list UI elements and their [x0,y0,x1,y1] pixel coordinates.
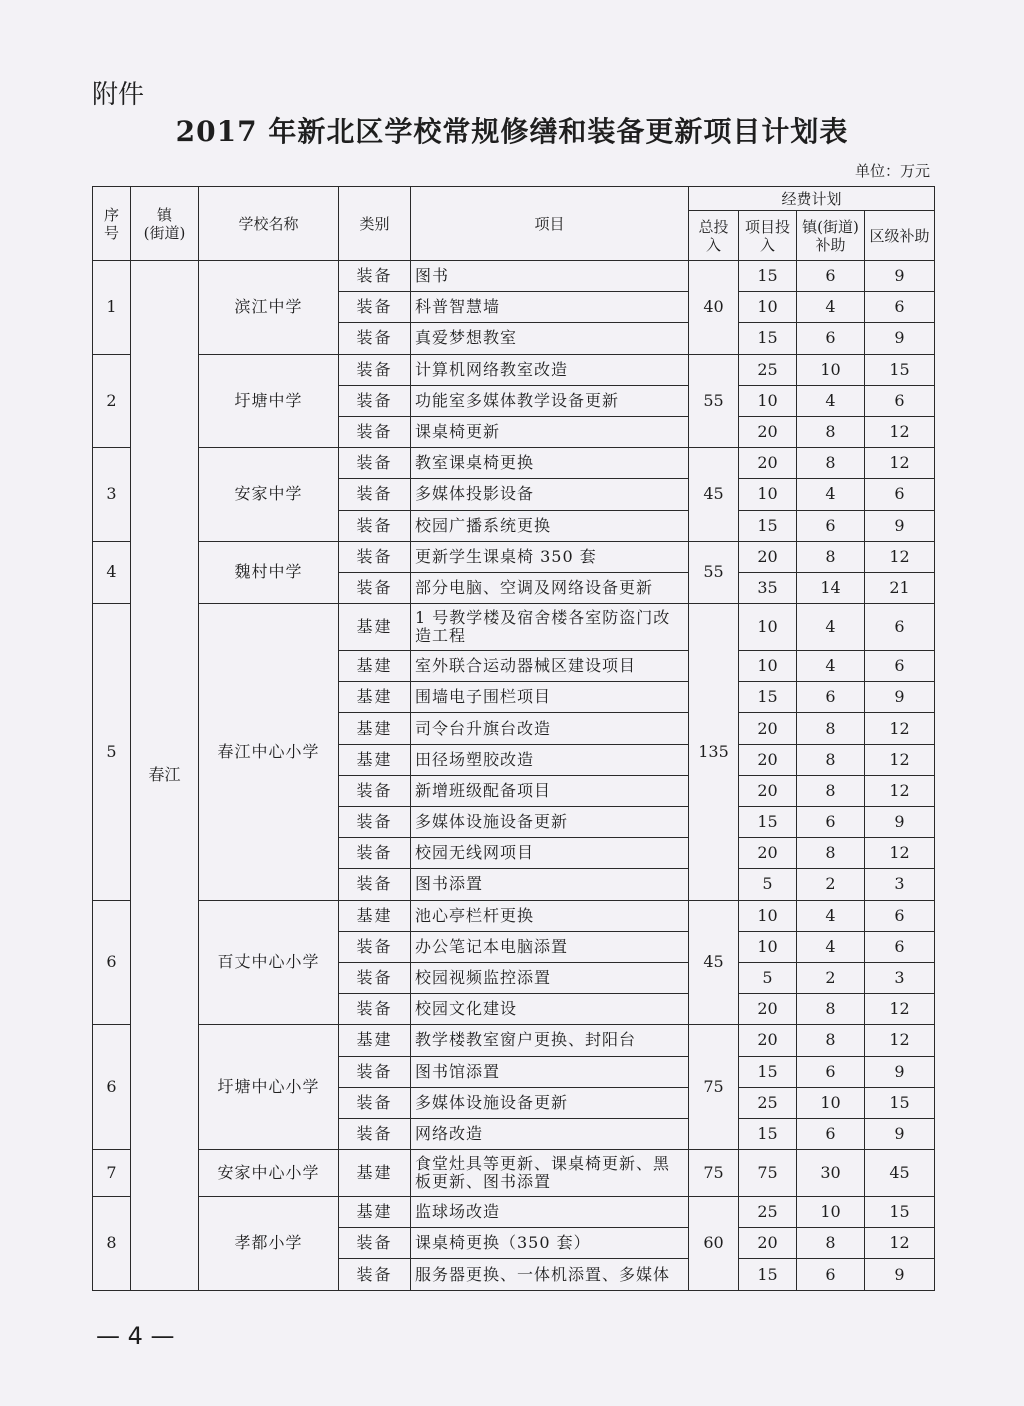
school-name-cell: 魏村中学 [199,541,339,603]
project-cell: 服务器更换、一体机添置、多媒体 [411,1259,689,1290]
town-subsidy-cell: 10 [797,1197,865,1228]
header-district-subsidy: 区级补助 [865,211,935,261]
town-subsidy-cell: 4 [797,292,865,323]
district-subsidy-cell: 12 [865,713,935,744]
category-cell: 装备 [339,931,411,962]
category-cell: 装备 [339,1228,411,1259]
category-cell: 装备 [339,775,411,806]
town-subsidy-cell: 6 [797,1259,865,1290]
town-subsidy-cell: 6 [797,1056,865,1087]
project-invest-cell: 20 [739,994,797,1025]
town-subsidy-cell: 8 [797,994,865,1025]
category-cell: 基建 [339,604,411,651]
project-invest-cell: 20 [739,713,797,744]
category-cell: 装备 [339,261,411,292]
document-title: 2017 年新北区学校常规修缮和装备更新项目计划表 [175,115,849,148]
project-cell: 真爱梦想教室 [411,323,689,354]
project-invest-cell: 20 [739,541,797,572]
town-subsidy-cell: 8 [797,448,865,479]
project-invest-cell: 10 [739,931,797,962]
town-subsidy-cell: 8 [797,1025,865,1056]
seq-cell: 3 [93,448,131,542]
project-cell: 校园文化建设 [411,994,689,1025]
project-invest-cell: 10 [739,479,797,510]
category-cell: 基建 [339,900,411,931]
category-cell: 装备 [339,1118,411,1149]
category-cell: 基建 [339,682,411,713]
total-invest-cell: 45 [689,448,739,542]
project-invest-cell: 20 [739,416,797,447]
project-invest-cell: 10 [739,292,797,323]
project-cell: 池心亭栏杆更换 [411,900,689,931]
district-subsidy-cell: 9 [865,323,935,354]
seq-cell: 8 [93,1197,131,1291]
category-cell: 装备 [339,572,411,603]
project-invest-cell: 10 [739,604,797,651]
project-cell: 计算机网络教室改造 [411,354,689,385]
project-invest-cell: 35 [739,572,797,603]
project-cell: 功能室多媒体教学设备更新 [411,385,689,416]
district-subsidy-cell: 12 [865,1228,935,1259]
town-subsidy-cell: 6 [797,323,865,354]
project-cell: 室外联合运动器械区建设项目 [411,651,689,682]
category-cell: 装备 [339,1087,411,1118]
category-cell: 装备 [339,962,411,993]
category-cell: 装备 [339,292,411,323]
town-subsidy-cell: 4 [797,479,865,510]
project-invest-cell: 5 [739,869,797,900]
town-subsidy-cell: 8 [797,416,865,447]
town-subsidy-cell: 6 [797,807,865,838]
project-cell: 网络改造 [411,1118,689,1149]
district-subsidy-cell: 12 [865,775,935,806]
project-cell: 1 号教学楼及宿舍楼各室防盗门改造工程 [411,604,689,651]
table-row [93,541,935,572]
district-subsidy-cell: 15 [865,354,935,385]
district-subsidy-cell: 9 [865,1056,935,1087]
town-subsidy-cell: 8 [797,713,865,744]
total-invest-cell: 55 [689,541,739,603]
town-subsidy-cell: 6 [797,510,865,541]
project-invest-cell: 75 [739,1150,797,1197]
seq-cell: 6 [93,1025,131,1150]
category-cell: 基建 [339,1025,411,1056]
project-cell: 食堂灶具等更新、课桌椅更新、黑板更新、图书添置 [411,1150,689,1197]
district-subsidy-cell: 15 [865,1197,935,1228]
school-name-cell: 安家中学 [199,448,339,542]
header-project-invest: 项目投入 [739,211,797,261]
town-subsidy-cell: 10 [797,1087,865,1118]
district-subsidy-cell: 6 [865,292,935,323]
school-name-cell: 安家中心小学 [199,1150,339,1197]
category-cell: 装备 [339,1056,411,1087]
project-cell: 图书添置 [411,869,689,900]
project-invest-cell: 20 [739,1025,797,1056]
project-cell: 部分电脑、空调及网络设备更新 [411,572,689,603]
project-invest-cell: 15 [739,323,797,354]
district-subsidy-cell: 9 [865,1118,935,1149]
header-school: 学校名称 [199,187,339,261]
project-cell: 田径场塑胶改造 [411,744,689,775]
category-cell: 装备 [339,510,411,541]
plan-table [92,186,935,1291]
town-subsidy-cell: 4 [797,651,865,682]
town-cell: 春江 [131,261,199,1291]
district-subsidy-cell: 6 [865,651,935,682]
project-invest-cell: 15 [739,807,797,838]
project-cell: 教室课桌椅更换 [411,448,689,479]
table-row [93,604,935,651]
town-subsidy-cell: 14 [797,572,865,603]
district-subsidy-cell: 9 [865,807,935,838]
district-subsidy-cell: 12 [865,744,935,775]
total-invest-cell: 135 [689,604,739,901]
project-cell: 新增班级配备项目 [411,775,689,806]
district-subsidy-cell: 21 [865,572,935,603]
town-subsidy-cell: 30 [797,1150,865,1197]
town-subsidy-cell: 8 [797,775,865,806]
category-cell: 装备 [339,994,411,1025]
header-seq: 序号 [93,187,131,261]
town-subsidy-cell: 10 [797,354,865,385]
district-subsidy-cell: 6 [865,604,935,651]
project-cell: 多媒体设施设备更新 [411,807,689,838]
table-row [93,1025,935,1056]
table-row [93,900,935,931]
town-subsidy-cell: 4 [797,900,865,931]
district-subsidy-cell: 9 [865,1259,935,1290]
project-invest-cell: 25 [739,1087,797,1118]
header-category: 类别 [339,187,411,261]
header-total: 总投入 [689,211,739,261]
town-subsidy-cell: 2 [797,962,865,993]
town-subsidy-cell: 6 [797,1118,865,1149]
project-cell: 校园广播系统更换 [411,510,689,541]
project-invest-cell: 15 [739,1118,797,1149]
project-invest-cell: 10 [739,385,797,416]
project-cell: 图书 [411,261,689,292]
district-subsidy-cell: 6 [865,931,935,962]
category-cell: 装备 [339,354,411,385]
project-cell: 课桌椅更新 [411,416,689,447]
town-subsidy-cell: 2 [797,869,865,900]
town-subsidy-cell: 4 [797,604,865,651]
project-invest-cell: 5 [739,962,797,993]
category-cell: 基建 [339,744,411,775]
district-subsidy-cell: 12 [865,994,935,1025]
project-invest-cell: 15 [739,1056,797,1087]
table-row [93,261,935,292]
total-invest-cell: 40 [689,261,739,355]
category-cell: 装备 [339,448,411,479]
district-subsidy-cell: 12 [865,1025,935,1056]
school-name-cell: 百丈中心小学 [199,900,339,1025]
seq-cell: 4 [93,541,131,603]
seq-cell: 5 [93,604,131,901]
project-cell: 办公笔记本电脑添置 [411,931,689,962]
town-subsidy-cell: 8 [797,1228,865,1259]
school-name-cell: 圩塘中学 [199,354,339,448]
town-subsidy-cell: 4 [797,931,865,962]
project-invest-cell: 20 [739,744,797,775]
school-name-cell: 滨江中学 [199,261,339,355]
header-town-subsidy: 镇(街道)补助 [797,211,865,261]
total-invest-cell: 45 [689,900,739,1025]
category-cell: 基建 [339,713,411,744]
category-cell: 装备 [339,838,411,869]
district-subsidy-cell: 3 [865,962,935,993]
town-subsidy-cell: 8 [797,744,865,775]
category-cell: 装备 [339,807,411,838]
page-number: — 4 — [96,1322,175,1350]
total-invest-cell: 75 [689,1150,739,1197]
project-invest-cell: 20 [739,775,797,806]
project-cell: 课桌椅更换（350 套） [411,1228,689,1259]
district-subsidy-cell: 9 [865,261,935,292]
total-invest-cell: 75 [689,1025,739,1150]
district-subsidy-cell: 12 [865,448,935,479]
project-invest-cell: 10 [739,900,797,931]
district-subsidy-cell: 12 [865,541,935,572]
header-funding: 经费计划 [689,187,935,211]
town-subsidy-cell: 4 [797,385,865,416]
category-cell: 装备 [339,1259,411,1290]
category-cell: 装备 [339,323,411,354]
project-invest-cell: 20 [739,838,797,869]
project-invest-cell: 15 [739,682,797,713]
project-cell: 监球场改造 [411,1197,689,1228]
category-cell: 基建 [339,1150,411,1197]
project-cell: 图书馆添置 [411,1056,689,1087]
district-subsidy-cell: 9 [865,682,935,713]
district-subsidy-cell: 12 [865,416,935,447]
header-project: 项目 [411,187,689,261]
seq-cell: 6 [93,900,131,1025]
project-invest-cell: 15 [739,261,797,292]
project-cell: 多媒体设施设备更新 [411,1087,689,1118]
school-name-cell: 孝都小学 [199,1197,339,1291]
total-invest-cell: 55 [689,354,739,448]
table-row [93,1197,935,1228]
total-invest-cell: 60 [689,1197,739,1291]
unit-label: 单位：万元 [854,162,930,180]
header-town: 镇 (街道) [131,187,199,261]
district-subsidy-cell: 12 [865,838,935,869]
district-subsidy-cell: 6 [865,385,935,416]
seq-cell: 7 [93,1150,131,1197]
attachment-label: 附件 [92,80,145,110]
project-cell: 校园无线网项目 [411,838,689,869]
project-invest-cell: 10 [739,651,797,682]
project-invest-cell: 25 [739,354,797,385]
project-cell: 司令台升旗台改造 [411,713,689,744]
project-invest-cell: 15 [739,1259,797,1290]
project-cell: 教学楼教室窗户更换、封阳台 [411,1025,689,1056]
category-cell: 基建 [339,651,411,682]
category-cell: 装备 [339,869,411,900]
seq-cell: 1 [93,261,131,355]
town-subsidy-cell: 6 [797,682,865,713]
district-subsidy-cell: 15 [865,1087,935,1118]
project-cell: 校园视频监控添置 [411,962,689,993]
seq-cell: 2 [93,354,131,448]
project-cell: 科普智慧墙 [411,292,689,323]
town-subsidy-cell: 8 [797,541,865,572]
project-cell: 围墙电子围栏项目 [411,682,689,713]
plan-table-body [93,261,935,1291]
project-invest-cell: 20 [739,1228,797,1259]
category-cell: 装备 [339,385,411,416]
project-invest-cell: 20 [739,448,797,479]
project-invest-cell: 15 [739,510,797,541]
school-name-cell: 圩塘中心小学 [199,1025,339,1150]
category-cell: 基建 [339,1197,411,1228]
district-subsidy-cell: 6 [865,479,935,510]
table-row [93,354,935,385]
category-cell: 装备 [339,541,411,572]
district-subsidy-cell: 3 [865,869,935,900]
district-subsidy-cell: 45 [865,1150,935,1197]
table-row [93,1150,935,1197]
table-row [93,448,935,479]
town-subsidy-cell: 8 [797,838,865,869]
project-cell: 更新学生课桌椅 350 套 [411,541,689,572]
district-subsidy-cell: 9 [865,510,935,541]
school-name-cell: 春江中心小学 [199,604,339,901]
town-subsidy-cell: 6 [797,261,865,292]
category-cell: 装备 [339,479,411,510]
project-invest-cell: 25 [739,1197,797,1228]
district-subsidy-cell: 6 [865,900,935,931]
project-cell: 多媒体投影设备 [411,479,689,510]
category-cell: 装备 [339,416,411,447]
